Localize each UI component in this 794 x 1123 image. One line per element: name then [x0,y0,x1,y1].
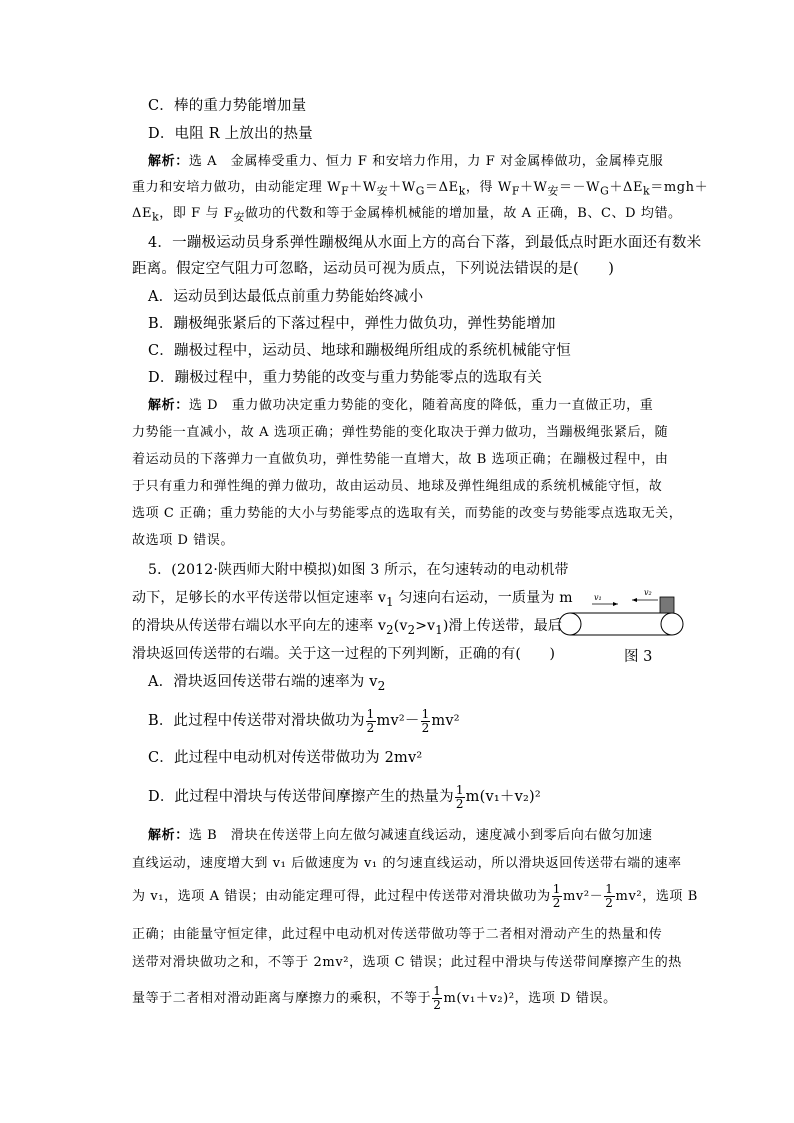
fraction-numerator: 1 [366,706,375,721]
q4-option-c: C．蹦极过程中，运动员、地球和蹦极绳所组成的系统机械能守恒 [148,343,571,359]
fraction-denominator: 2 [455,796,464,811]
option-text: A．滑块返回传送带右端的速率为 v [148,674,378,690]
subscript: 2 [386,622,394,637]
subscript: G [415,184,426,198]
option-text: m(v₁＋v₂)² [465,789,541,805]
q3-solution-line-3 [132,204,682,228]
q3-solution-line-1 [148,152,663,172]
subscript: k [458,184,466,198]
q4-option-b: B．蹦极绳张紧后的下落过程中，弹性力做负功，弹性势能增加 [148,316,556,332]
q4-solution-line-1 [148,396,653,416]
q4-solution-line-3: 着运动员的下落弹力一直做负功，弹性势能一直增大，故 B 选项正确；在蹦极过程中，由 [132,452,669,467]
option-text: B．此过程中传送带对滑块做功为 [148,713,365,729]
fraction-half [432,985,442,1012]
solution-text: ＝mgh＋ [650,180,709,195]
solution-text: 重力和安培力做功，由动能定理 W [132,180,342,195]
solution-label: 解析： [148,828,189,843]
subscript: 安 [376,184,389,198]
q4-option-a: A．运动员到达最低点前重力势能始终减小 [148,289,424,305]
subscript: k [152,210,160,224]
q5-option-b [148,707,460,735]
fraction-denominator: 2 [552,896,561,910]
solution-text: ＝ΔE [425,180,459,195]
v2-label: v₂ [644,588,652,597]
figure-caption: 图 3 [624,649,653,665]
v1-arrowhead [613,602,618,606]
solution-label: 解析： [148,398,189,413]
q5-option-a [148,672,386,696]
stem-text: 动下，足够长的水平传送带以恒定速率 v [132,590,387,606]
subscript: F [511,184,520,198]
stem-text: 的滑块从传送带右端以水平向左的速率 v [132,618,387,634]
stem-text: 匀速向右运动，一质量为 m [393,590,573,606]
fraction-half [421,708,431,735]
solution-text: 做功的代数和等于金属棒机械能的增加量，故 A 正确，B、C、D 均错。 [244,206,682,221]
fraction-numerator: 1 [433,984,442,998]
subscript: 安 [233,210,245,224]
slider-block [660,597,674,613]
subscript: G [600,184,610,198]
fraction-half [455,784,465,811]
subscript: k [643,184,651,198]
fraction-numerator: 1 [605,882,614,896]
solution-text: 选 A 金属棒受重力、恒力 F 和安培力作用，力 F 对金属棒做功，金属棒克服 [188,154,664,169]
fraction-half [552,883,562,910]
solution-text: mv²，选项 B [615,889,698,904]
v1-label: v₁ [594,593,602,602]
stem-text: (v [393,618,408,634]
solution-text: ＋W [349,180,377,195]
option-text: mv²－ [376,713,420,729]
option-text: mv² [431,713,460,729]
fraction-denominator: 2 [433,998,442,1012]
q4-option-d: D．蹦极过程中，重力势能的改变与重力势能零点的选取有关 [148,370,543,386]
solution-text: 选 D 重力做功决定重力势能的变化，随着高度的降低，重力一直做正功，重 [188,398,654,413]
q4-stem-line-2: 距离。假定空气阻力可忽略，运动员可视为质点，下列说法错误的是( ) [132,261,615,277]
q5-solution-line-6 [132,985,617,1013]
q4-stem-line-1: 4．一蹦极运动员身系弹性蹦极绳从水面上方的高台下落，到最低点时距水面还有数米 [148,235,702,251]
subscript: 2 [407,622,416,637]
q4-solution-line-4: 于只有重力和弹性绳的弹力做功，故由运动员、地球及弹性绳组成的系统机械能守恒，故 [132,479,663,494]
fraction-numerator: 1 [455,782,464,797]
subscript: 1 [386,594,394,609]
v2-arrowhead [632,598,637,602]
q5-option-d [148,783,541,811]
subscript: 2 [377,678,386,693]
subscript: 安 [547,184,559,198]
left-pulley [559,613,581,635]
q5-solution-line-2: 直线运动，速度增大到 v₁ 后做速度为 v₁ 的匀速直线运动，所以滑块返回传送带右端的速率 [132,856,682,871]
q3-option-d: D．电阻 R 上放出的热量 [148,126,313,142]
solution-text: ＝－W [558,180,601,195]
stem-text: >v [415,618,436,634]
q5-stem-line-2 [132,588,573,612]
fraction-numerator: 1 [552,882,561,896]
q5-solution-line-3 [132,883,698,911]
subscript: F [341,184,350,198]
q4-solution-line-5: 选项 C 正确；重力势能的大小与势能零点的选取有关，而势能的改变与势能零点选取无关， [132,506,683,521]
fraction-denominator: 2 [421,720,430,735]
q5-stem-line-4: 滑块返回传送带的右端。关于这一过程的下列判断，正确的有( ) [132,646,556,662]
solution-text: 量等于二者相对滑动距离与摩擦力的乘积，不等于 [132,991,432,1006]
option-text: D．此过程中滑块与传送带间摩擦产生的热量为 [148,789,454,805]
fraction-half [604,883,614,910]
q4-solution-line-2: 力势能一直减小，故 A 选项正确；弹性势能的变化取决于弹力做功，当蹦极绳张紧后，随 [132,425,669,440]
q5-solution-line-4: 正确；由能量守恒定律，此过程中电动机对传送带做功等于二者相对滑动产生的热量和传 [132,927,663,942]
q5-option-c: C．此过程中电动机对传送带做功为 2mv² [148,750,423,766]
solution-text: ΔE [132,206,153,221]
solution-text: mv²－ [563,889,604,904]
solution-text: ＋ΔE [609,180,644,195]
q5-stem-line-3 [132,616,562,640]
solution-label: 解析： [148,154,189,169]
solution-text: ，得 W [465,180,512,195]
right-pulley [661,613,683,635]
conveyor-belt-figure [556,580,686,650]
fraction-half [366,708,376,735]
solution-text: m(v₁＋v₂)²，选项 D 错误。 [443,991,617,1006]
subscript: 1 [435,622,443,637]
q5-solution-line-1 [148,826,653,846]
q5-solution-line-5: 送带对滑块做功之和，不等于 2mv²，选项 C 错误；此过程中滑块与传送带间摩擦产生的热 [132,955,682,970]
solution-text: ＋W [388,180,416,195]
q5-stem-line-1: 5．(2012·陕西师大附中模拟)如图 3 所示，在匀速转动的电动机带 [148,562,569,578]
solution-text: ，即 F 与 F [159,206,234,221]
q3-solution-line-2 [132,178,708,202]
stem-text: )滑上传送带，最后 [442,618,563,634]
solution-text: 为 v₁，选项 A 错误；由动能定理可得，此过程中传送带对滑块做功为 [132,889,551,904]
q4-solution-line-6: 故选项 D 错误。 [132,533,235,548]
solution-text: ＋W [519,180,548,195]
fraction-numerator: 1 [421,706,430,721]
fraction-denominator: 2 [366,720,375,735]
fraction-denominator: 2 [605,896,614,910]
q3-option-c: C．棒的重力势能增加量 [148,98,307,114]
solution-text: 选 B 滑块在传送带上向左做匀减速直线运动，速度减小到零后向右做匀加速 [188,828,653,843]
